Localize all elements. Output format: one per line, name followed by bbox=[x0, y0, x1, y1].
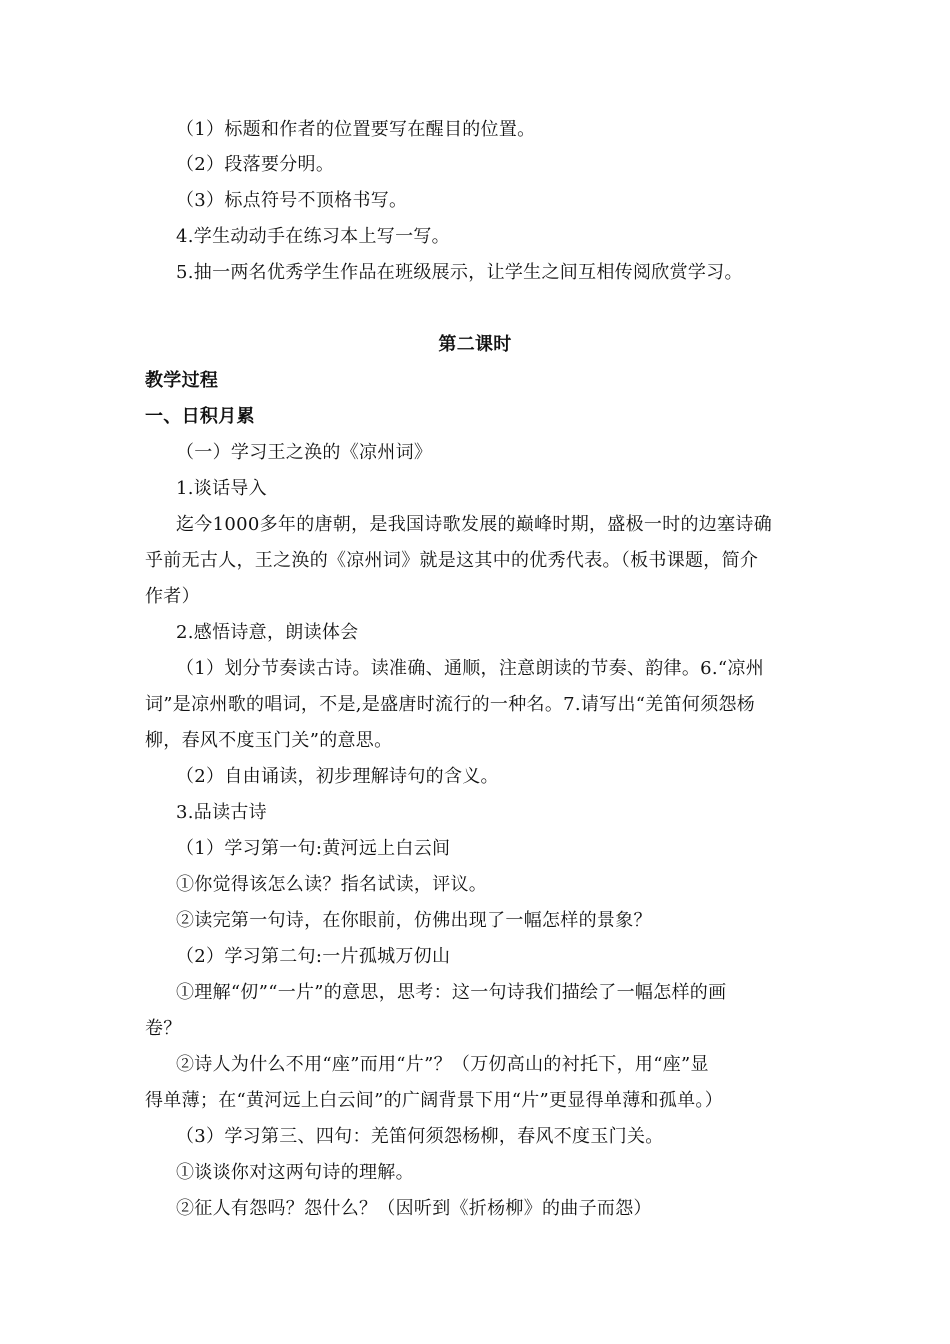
paragraph-line: ①你觉得该怎么读？指名试读，评议。 bbox=[176, 874, 488, 895]
part-heading: 一、日积月累 bbox=[145, 406, 255, 427]
paragraph-line: 作者） bbox=[145, 586, 200, 607]
list-item: （3）标点符号不顶格书写。 bbox=[176, 190, 408, 211]
list-item: 5.抽一两名优秀学生作品在班级展示，让学生之间互相传阅欣赏学习。 bbox=[176, 262, 743, 283]
paragraph-line: （2）学习第二句:一片孤城万仞山 bbox=[176, 946, 451, 967]
list-item: 4.学生动动手在练习本上写一写。 bbox=[176, 226, 450, 247]
paragraph-line: （2）自由诵读，初步理解诗句的含义。 bbox=[176, 766, 499, 787]
paragraph-line: ①谈谈你对这两句诗的理解。 bbox=[176, 1162, 414, 1183]
paragraph-line: （1）划分节奏读古诗。读准确、通顺，注意朗读的节奏、韵律。6.“凉州 bbox=[176, 658, 765, 679]
paragraph-line: （1）学习第一句:黄河远上白云间 bbox=[176, 838, 451, 859]
paragraph-line: 卷？ bbox=[145, 1018, 182, 1039]
paragraph-line: ②读完第一句诗，在你眼前，仿佛出现了一幅怎样的景象？ bbox=[176, 910, 652, 931]
paragraph-line: 柳，春风不度玉门关”的意思。 bbox=[145, 730, 393, 751]
paragraph-line: ②诗人为什么不用“座”而用“片”？（万仞高山的衬托下，用“座”显 bbox=[176, 1054, 709, 1075]
list-item: （2）段落要分明。 bbox=[176, 154, 335, 175]
list-item: （1）标题和作者的位置要写在醒目的位置。 bbox=[176, 119, 536, 140]
sub-heading: （一）学习王之涣的《凉州词》 bbox=[176, 442, 433, 463]
paragraph-line: （3）学习第三、四句：羌笛何须怨杨柳，春风不度玉门关。 bbox=[176, 1126, 664, 1147]
paragraph-line: 词”是凉州歌的唱词，不是,是盛唐时流行的一种名。7.请写出“羌笛何须怨杨 bbox=[145, 694, 756, 715]
step-heading: 2.感悟诗意，朗读体会 bbox=[176, 622, 359, 643]
paragraph-line: ①理解“仞”“一片”的意思，思考：这一句诗我们描绘了一幅怎样的画 bbox=[176, 982, 727, 1003]
paragraph-line: 迄今1000多年的唐朝，是我国诗歌发展的巅峰时期，盛极一时的边塞诗确 bbox=[176, 514, 773, 535]
section-heading: 教学过程 bbox=[145, 370, 219, 391]
step-heading: 1.谈话导入 bbox=[176, 478, 267, 499]
lesson-title: 第二课时 bbox=[438, 334, 512, 355]
paragraph-line: 乎前无古人，王之涣的《凉州词》就是这其中的优秀代表。（板书课题，简介 bbox=[145, 550, 759, 571]
paragraph-line: 得单薄；在“黄河远上白云间”的广阔背景下用“片”更显得单薄和孤单。） bbox=[145, 1090, 724, 1111]
step-heading: 3.品读古诗 bbox=[176, 802, 267, 823]
paragraph-line: ②征人有怨吗？怨什么？（因听到《折杨柳》的曲子而怨） bbox=[176, 1198, 652, 1219]
